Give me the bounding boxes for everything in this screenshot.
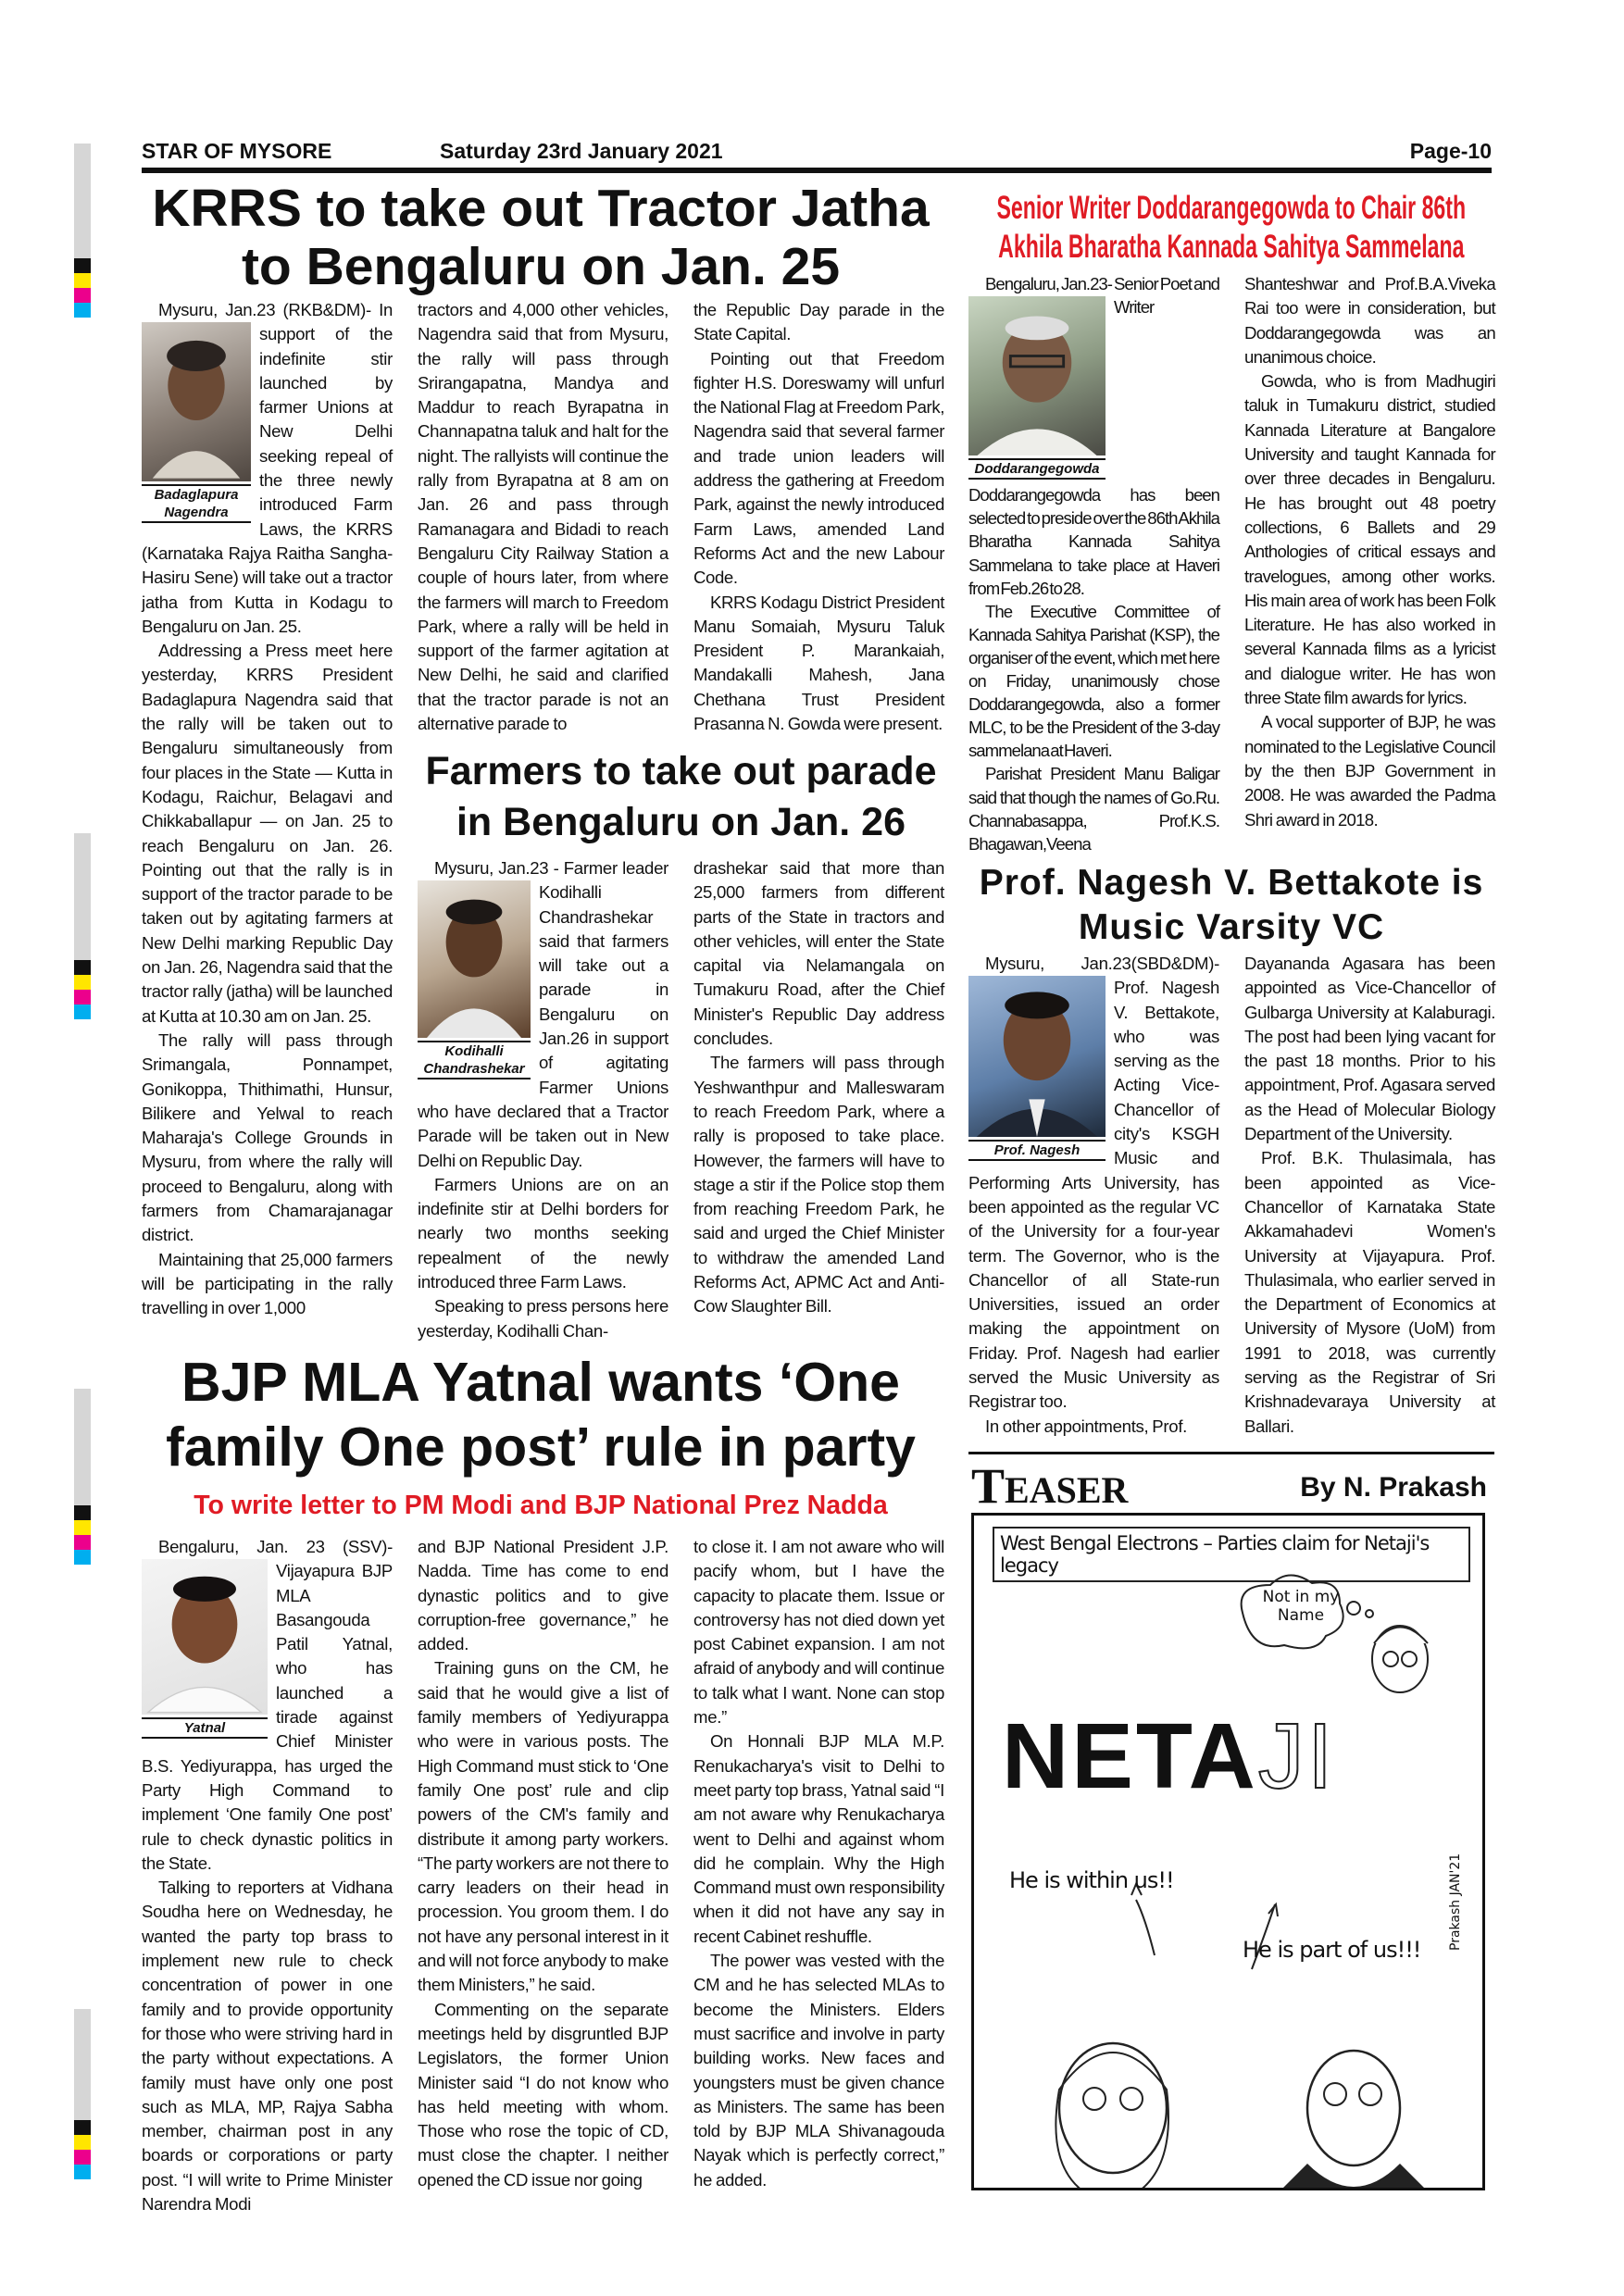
speech-right: He is part of us!!! [1243,1937,1421,1963]
paragraph: A vocal supporter of BJP, he was nominated to the Legislative Council by the then BJP Government in 2008. He was awarded the Padma Shri award in 2018. [1244,712,1495,830]
paragraph: In other appointments, Prof. [985,1416,1188,1436]
registration-cyan [74,303,91,318]
photo-caption: Doddarangegowda [968,458,1106,480]
portrait-image [142,1559,268,1715]
paragraph: drashekar said that more than 25,000 farmers from different parts of the State in tractors and other vehicles, will enter the State capital via Nelamangala on Tumakuru Road, after the Chief Minister's Republic Day address concludes. [693,858,944,1049]
photo-doddarangegowda [968,296,1106,480]
photo-kodihalli-chandrashekar [418,880,531,1079]
sammelana-column-1 [968,272,1219,855]
headline-nagesh: Prof. Nagesh V. Bettakote is Music Varsity VC [979,863,1484,947]
paragraph: Mysuru, Jan.23(SBD&DM)- Prof. Nagesh V. Bettakote, who was serving as the Acting Vice-Chancellor of city's KSGH Music and Performing Arts University, has been appointed as the regular VC of the University for a four-year term. The Governor, who is the Chancellor of all State-run Universities, issued an order making the appointment on Friday. Prof. Nagesh had earlier served the Music University as Registrar too. [968,954,1219,1412]
paragraph: Mysuru, Jan.23 (RKB&DM)- In support of the indefinite stir launched by farmer Unions at New Delhi seeking repeal of the three newly introduced Farm Laws, the KRRS (Karnataka Rajya Raitha Sangha-Hasiru Sene) will take out a tractor jatha from Kutta in Kodagu to Bengaluru on Jan. 25. [142,300,393,636]
registration-black [74,960,91,975]
subheadline-yatnal: To write letter to PM Modi and BJP National Prez Nadda [194,1491,888,1520]
registration-bar [74,2009,91,2120]
registration-cyan [74,1004,91,1019]
paragraph: The rally will pass through Srimangala, Ponnampet, Gonikoppa, Thithimathi, Hunsur, Bilikere and Yelwal to reach Maharaja's College Grounds in Mysuru, from where the rally will proceed to Bengaluru, along with farmers from Chamarajanagar district. [142,1029,393,1245]
paragraph: The power was vested with the CM and he has selected MLAs to become the Ministers. Elders must sacrifice and involve in party building works. New faces and youngsters must be given chance as Ministers. The same has been told by BJP MLA Shivanagouda Nayak which is perfectly correct,” he added. [693,1951,944,2190]
page-number: Page-10 [1409,139,1492,163]
registration-yellow [74,1520,91,1535]
cartoonist-signature: Prakash JAN'21 [1448,1853,1463,1951]
photo-prof-nagesh [968,976,1106,1161]
registration-cyan [74,2165,91,2179]
headline-farmers: Farmers to take out parade in Bengaluru on Jan. 26 [425,749,937,844]
registration-bar [74,833,91,960]
paragraph: Bengaluru, Jan.23- Senior Poet and Writer Doddarangegowda has been selected to preside over the 86th Akhila Bharatha Kannada Sahitya Sammelana to take place at Haveri from Feb.26 to 28. [968,274,1219,598]
farmers-column-1 [418,856,668,1343]
registration-black [74,1505,91,1520]
paragraph: Gowda, who is from Madhugiri taluk in Tumakuru district, studied Kannada Literature at Bangalore University and taught Kannada for over three decades in Bengaluru. He has brought out 48 poetry collections, 6 Ballets and 29 Anthologies of critical essays and travelogues, among other works. His main area of work has been Folk Literature. He has also worked in several Kannada films as a lyricist and dialogue writer. He has won three State film awards for lyrics. [1244,371,1495,708]
registration-magenta [74,288,91,303]
speech-left: He is within us!! [1009,1867,1174,1893]
paragraph: Mysuru, Jan.23 - Farmer leader Kodihalli Chandrashekar said that farmers will take out a parade in Bengaluru on Jan.26 in support of agitating Farmer Unions who have declared that a Tractor Parade will be taken out in New Delhi on Republic Day. [418,858,668,1170]
registration-yellow [74,273,91,288]
registration-magenta [74,1535,91,1550]
registration-black [74,258,91,273]
paragraph: and BJP National President J.P. Nadda. Time has come to end dynastic politics and to give corruption-free governance,” he added. [418,1537,668,1654]
paragraph: On Honnali BJP MLA M.P. Renukacharya's visit to Delhi to meet party top brass, Yatnal said “I am not aware why Renukacharya went to Delhi and against whom did he complain. Why the High Command must own responsibility when it did not have any say in recent Cabinet reshuffle. [693,1731,944,1946]
teaser-title [971,1457,1128,1515]
registration-cyan [74,1550,91,1565]
paragraph: Parishat President Manu Baligar said that though the names of Go.Ru. Channabasappa, Prof.K.S. Bhagawan,Veena [968,764,1219,854]
teaser-title-rest: EASER [1005,1469,1129,1511]
yatnal-column-3 [693,1535,944,2192]
sammelana-column-2 [1244,272,1495,832]
paragraph: Farmers Unions are on an indefinite stir at Delhi borders for nearly two months seeking repealment of the newly introduced three Farm Laws. [418,1174,668,1292]
photo-yatnal [142,1559,268,1739]
registration-bar [74,1389,91,1505]
krrs-column-2 [418,298,668,736]
paragraph: Addressing a Press meet here yesterday, KRRS President Badaglapura Nagendra said that the rally will be taken out to Bengaluru simultaneously from four places in the State — Kutta in Kodagu, Raichur, Belagavi and Chikkaballapur — on Jan. 25 to reach Bengaluru on Jan. 26. Pointing out that the rally is in support of the tractor parade to be taken out by agitating farmers at New Delhi marking Republic Day on Jan. 26, Nagendra said that the tractor rally (jatha) will be launched at Kutta at 10.30 am on Jan. 25. [142,641,393,1026]
photo-caption: Badaglapura Nagendra [142,484,251,523]
thought-bubble-text: Not in my Name [1262,1588,1340,1625]
newspaper-name: STAR OF MYSORE [142,139,332,163]
nagesh-column-1 [968,952,1219,1439]
paragraph: Commenting on the separate meetings held by disgruntled BJP Legislators, the former Union Minister said “I do not know who has held meeting with whom. Those who rose the topic of CD, must close the chapter. I neither opened the CD issue nor going [418,1999,668,2190]
paragraph: Speaking to press persons here yesterday, Kodihalli Chan- [418,1296,668,1341]
photo-caption: Prof. Nagesh [968,1140,1106,1161]
teaser-byline: By N. Prakash [1300,1472,1487,1503]
registration-yellow [74,975,91,990]
paragraph: the Republic Day parade in the State Capital. [693,300,944,344]
headline-sammelana: Senior Writer Doddarangegowda to Chair 86th Akhila Bharatha Kannada Sahitya Sammelana [996,190,1467,265]
photo-caption: Kodihalli Chandrashekar [418,1041,531,1079]
paragraph: Talking to reporters at Vidhana Soudha here on Wednesday, he wanted the party top brass to implement new rule to check concentration of power in one family and to provide opportunity for those who were striving hard in the party without expectations. A family must have only one post such as MLA, MP, Rajya Sabha member, chairman post in any boards or corporations or party post. “I will write to Prime Minister Narendra Modi [142,1878,393,2215]
big-word-solid: NETA [1002,1704,1258,1808]
paragraph: Training guns on the CM, he said that he would give a list of family members of Yediyurappa who were in various posts. The High Command must stick to ‘One family One post’ rule and clip powers of the CM's family and distribute it among party workers. “The party workers are not there to carry leaders on their head in procession. You groom them. I do not have any personal interest in it and will not force anybody to make them Ministers,” he said. [418,1658,668,1995]
registration-magenta [74,2150,91,2165]
farmers-column-2 [693,856,944,1319]
paragraph: Prof. B.K. Thulasimala, has been appointed as Vice-Chancellor of Karnataka State Akkamahadevi Women's University at Vijayapura. Prof. Thulasimala, who earlier served in the Department of Economics at University of Mysore (UoM) from 1991 to 2018, was currently serving as the Registrar of Sri Krishnadevaraya University at Ballari. [1244,1148,1495,1436]
paragraph: tractors and 4,000 other vehicles, Nagendra said that from Mysuru, the rally will pass through Srirangapatna, Mandya and Maddur to reach Byrapatna in Channapatna taluk and halt for the night. The rallyists will continue the rally from Byrapatna at 8 am on Jan. 26 and pass through Ramanagara and Bidadi to reach Bengaluru City Railway Station a couple of hours later, from where the farmers will march to Freedom Park, where a rally will be held in support of the farmer agitation at New Delhi, he said and clarified that the tractor parade is not an alternative parade to [418,300,668,734]
paragraph: The Executive Committee of Kannada Sahitya Parishat (KSP), the organiser of the event, which met here on Friday, unanimously chose Doddarangegowda, also a former MLC, to be the President of the 3-day sammelana at Haveri. [968,601,1219,761]
yatnal-column-2 [418,1535,668,2192]
headline-yatnal: BJP MLA Yatnal wants ‘One family One post’ rule in party [166,1352,916,1478]
portrait-image [968,296,1106,455]
headline-krrs: KRRS to take out Tractor Jatha to Bengaluru on Jan. 25 [152,179,930,296]
yatnal-column-1 [142,1535,393,2216]
registration-magenta [74,990,91,1004]
paragraph: Bengaluru, Jan. 23 (SSV)- Vijayapura BJP MLA Basangouda Patil Yatnal, who has launched a tirade against Chief Minister B.S. Yediyurappa, has urged the Party High Command to implement ‘One family One post’ rule to check dynastic politics in the State. [142,1537,393,1873]
big-word-outline: JI [1257,1704,1336,1808]
portrait-image [142,322,251,481]
krrs-column-1 [142,298,393,1320]
section-rule [968,1452,1494,1454]
portrait-image [418,880,531,1038]
photo-caption: Yatnal [142,1717,268,1739]
teaser-title-initial: T [971,1458,1006,1514]
paragraph: Pointing out that Freedom fighter H.S. Doreswamy will unfurl the National Flag at Freedom Park, Nagendra said that several farmer and trade union leaders will address the gathering at Freedom Park, against the newly introduced Farm Laws, amended Land Reforms Act and the new Labour Code. [693,348,944,588]
photo-badaglapura-nagendra [142,322,251,523]
cartoon-big-word [1002,1701,1336,1812]
nagesh-column-2 [1244,952,1495,1439]
registration-yellow [74,2135,91,2150]
registration-bar [74,144,91,258]
paragraph: Maintaining that 25,000 farmers will be participating in the rally travelling in over 1,000 [142,1249,393,1318]
headline-sammelana-box [968,189,1494,270]
paragraph: KRRS Kodagu District President Manu Somaiah, Mysuru Taluk President P. Marankaiah, Mandakalli Mahesh, Jana Chethana Trust President Prasanna N. Gowda were present. [693,592,944,734]
paragraph: Dayananda Agasara has been appointed as Vice-Chancellor of Gulbarga University at Kalaburagi. The post had been lying vacant for the past 18 months. Prior to his appointment, Prof. Agasara served as the Head of Molecular Biology Department of the University. [1244,954,1495,1144]
portrait-image [968,976,1106,1137]
paragraph: Shanteshwar and Prof.B.A.Viveka Rai too were in consideration, but Doddarangegowda was an unanimous choice. [1244,274,1495,367]
paragraph: to close it. I am not aware who will pacify whom, but I have the capacity to placate them. Issue or controversy has not died down yet post Cabinet expansion. I am not afraid of anybody and will continue to talk what I want. None can stop me.” [693,1537,944,1728]
cartoon-drawing [974,1516,1482,2188]
paragraph: The farmers will pass through Yeshwanthpur and Malleswaram to reach Freedom Park, where a rally is proposed to take place. However, the farmers will have to stage a stir if the Police stop them from reaching Freedom Park, he said and urged the Chief Minister to withdraw the amended Land Reforms Act, APMC Act and Anti-Cow Slaughter Bill. [693,1053,944,1316]
cartoon-panel [971,1513,1485,2190]
krrs-column-3 [693,298,944,736]
issue-date: Saturday 23rd January 2021 [440,139,723,163]
cartoon-caption: West Bengal Electrons – Parties claim for Netaji's legacy [993,1527,1470,1582]
header-rule [142,168,1492,173]
registration-black [74,2120,91,2135]
